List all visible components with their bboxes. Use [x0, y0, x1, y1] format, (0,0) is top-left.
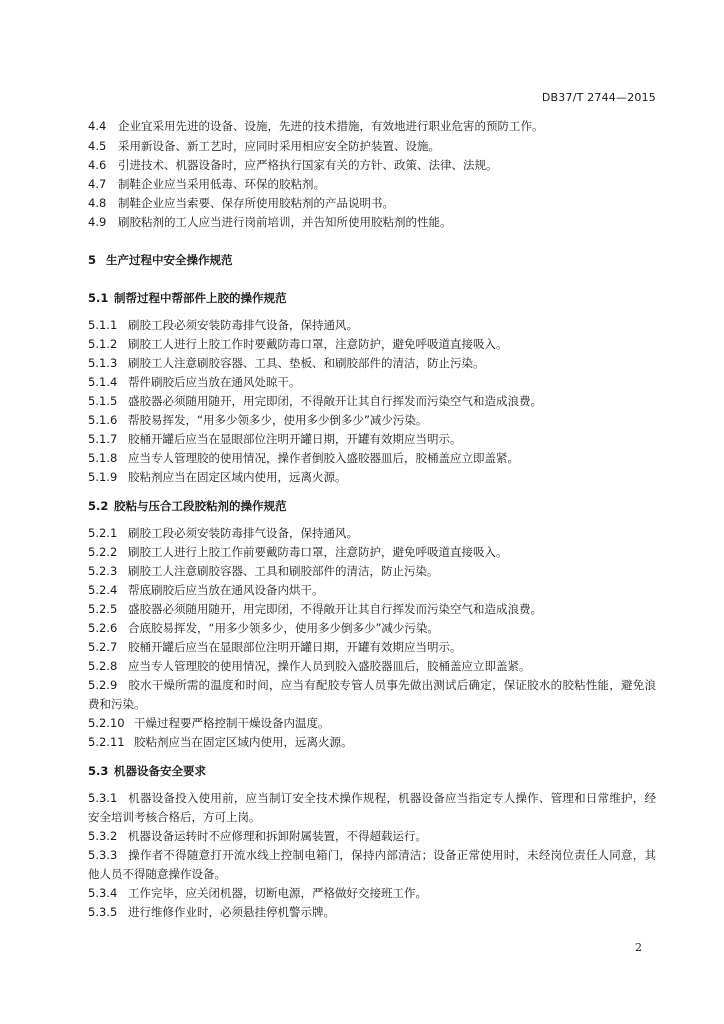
clause-number: 5.1.5	[88, 394, 118, 408]
clause-text: 应当专人管理胶的使用情况，操作者倒胶入盛胶器皿后，胶桶盖应立即盖紧。	[128, 451, 519, 465]
clause-number: 5.2.8	[88, 659, 118, 673]
clause-5-2-9	[88, 676, 656, 714]
clause-text: 制鞋企业应当采用低毒、环保的胶粘剂。	[118, 177, 325, 191]
clause-text: 胶粘剂应当在固定区域内使用，远离火源。	[134, 735, 353, 749]
clause-5-3-3	[88, 846, 656, 884]
clause-text: 盛胶器必须随用随开，用完即闭，不得敞开让其自行挥发而污染空气和造成浪费。	[128, 394, 542, 408]
clause-5-3-1	[88, 789, 656, 827]
clause-5-1-5	[88, 392, 656, 411]
section-number: 5.1	[88, 291, 109, 305]
clause-5-1-8	[88, 449, 656, 468]
clause-5-2-7	[88, 638, 656, 657]
clause-text: 胶水干燥所需的温度和时间，应当有配胶专管人员事先做出测试后确定，保证胶水的胶粘性能，避免浪费和污染。	[88, 678, 656, 711]
clause-text: 刷胶工段必须安装防毒排气设备，保持通风。	[128, 526, 358, 540]
clause-text: 帮底刷胶后应当放在通风设备内烘干。	[128, 583, 324, 597]
section-5-2-heading	[88, 497, 656, 516]
section-title: 胶粘与压合工段胶粘剂的操作规范	[114, 499, 287, 513]
clause-number: 5.2.3	[88, 564, 118, 578]
clause-number: 4.8	[88, 196, 107, 210]
section-5-1-heading	[88, 289, 656, 308]
clause-text: 工作完毕，应关闭机器，切断电源，严格做好交接班工作。	[128, 886, 427, 900]
clause-text: 机器设备运转时不应修理和拆卸附属装置，不得超载运行。	[128, 829, 427, 843]
clause-text: 刷胶工人进行上胶工作前要戴防毒口罩，注意防护，避免呼吸道直接吸入。	[128, 545, 508, 559]
clause-5-1-4	[88, 373, 656, 392]
clause-number: 4.7	[88, 177, 107, 191]
clause-text: 刷胶工人进行上胶工作时要戴防毒口罩，注意防护，避免呼吸道直接吸入。	[128, 337, 508, 351]
clause-text: 引进技术、机器设备时，应严格执行国家有关的方针、政策、法律、法规。	[118, 158, 498, 172]
clause-text: 刷胶工段必须安装防毒排气设备，保持通风。	[128, 318, 358, 332]
clause-number: 5.2.5	[88, 602, 118, 616]
clause-number: 5.2.6	[88, 621, 118, 635]
clause-5-1-2	[88, 335, 656, 354]
clause-5-3-5	[88, 903, 656, 922]
clause-4-9	[88, 213, 656, 232]
clause-number: 5.2.1	[88, 526, 118, 540]
section-number: 5.3	[88, 764, 109, 778]
clause-5-2-3	[88, 562, 656, 581]
clause-text: 盛胶器必须随用随开，用完即闭，不得敞开让其自行挥发而污染空气和造成浪费。	[128, 602, 542, 616]
section-title: 制帮过程中帮部件上胶的操作规范	[114, 291, 287, 305]
clause-text: 干燥过程要严格控制干燥设备内温度。	[134, 716, 330, 730]
clause-number: 5.2.9	[88, 678, 118, 692]
clause-5-2-6	[88, 619, 656, 638]
clause-number: 5.3.5	[88, 905, 118, 919]
document-code: DB37/T 2744—2015	[541, 91, 656, 104]
clause-number: 5.1.1	[88, 318, 118, 332]
clause-5-2-8	[88, 657, 656, 676]
clause-number: 4.9	[88, 215, 107, 229]
clause-number: 5.1.2	[88, 337, 118, 351]
clause-number: 5.1.4	[88, 375, 118, 389]
section-number: 5	[88, 253, 97, 267]
clause-4-6	[88, 156, 656, 175]
clause-5-2-10	[88, 714, 656, 733]
clause-number: 5.1.8	[88, 451, 118, 465]
clause-number: 5.1.6	[88, 413, 118, 427]
clause-4-4	[88, 117, 656, 136]
clause-4-8	[88, 194, 656, 213]
clause-number: 5.2.10	[88, 716, 125, 730]
clause-number: 5.3.3	[88, 848, 118, 862]
clause-5-3-4	[88, 884, 656, 903]
clause-text: 胶桶开罐后应当在显眼部位注明开罐日期，开罐有效期应当明示。	[128, 432, 462, 446]
section-number: 5.2	[88, 499, 109, 513]
clause-number: 5.3.4	[88, 886, 118, 900]
clause-number: 5.3.2	[88, 829, 118, 843]
clause-5-1-3	[88, 354, 656, 373]
clause-number: 5.2.11	[88, 735, 125, 749]
clause-number: 5.2.4	[88, 583, 118, 597]
clause-text: 帮件刷胶后应当放在通风处晾干。	[128, 375, 301, 389]
page-number: 2	[635, 941, 642, 954]
clause-number: 5.2.7	[88, 640, 118, 654]
clause-5-1-6	[88, 411, 656, 430]
clause-4-7	[88, 175, 656, 194]
clause-text: 刷胶工人注意刷胶容器、工具、垫板、和刷胶部件的清洁，防止污染。	[128, 356, 485, 370]
section-title: 机器设备安全要求	[114, 764, 206, 778]
clause-number: 5.1.3	[88, 356, 118, 370]
clause-text: 帮胶易挥发，“用多少领多少，使用多少倒多少”减少污染。	[128, 413, 428, 427]
clause-text: 制鞋企业应当索要、保存所使用胶粘剂的产品说明书。	[118, 196, 394, 210]
clause-number: 4.5	[88, 139, 107, 153]
clause-text: 操作者不得随意打开流水线上控制电箱门，保持内部清洁；设备正常使用时，未经岗位责任人同意，其他人员不得随意操作设备。	[88, 848, 656, 881]
clause-text: 刷胶工人注意刷胶容器、工具和刷胶部件的清洁，防止污染。	[128, 564, 439, 578]
clause-4-5	[88, 137, 656, 156]
clause-text: 胶桶开罐后应当在显眼部位注明开罐日期，开罐有效期应当明示。	[128, 640, 462, 654]
clause-5-2-2	[88, 543, 656, 562]
clause-number: 5.3.1	[88, 791, 118, 805]
clause-text: 应当专人管理胶的使用情况，操作人员到胶入盛胶器皿后，胶桶盖应立即盖紧。	[128, 659, 531, 673]
section-5-3-heading	[88, 762, 656, 781]
clause-number: 5.1.7	[88, 432, 118, 446]
clause-number: 4.4	[88, 119, 107, 133]
clause-5-2-11	[88, 733, 656, 752]
clause-5-3-2	[88, 827, 656, 846]
clause-5-2-1	[88, 524, 656, 543]
clause-text: 胶粘剂应当在固定区域内使用，远离火源。	[128, 470, 347, 484]
clause-5-1-7	[88, 430, 656, 449]
clause-5-2-4	[88, 581, 656, 600]
clause-number: 4.6	[88, 158, 107, 172]
clause-number: 5.1.9	[88, 470, 118, 484]
section-title: 生产过程中安全操作规范	[106, 253, 233, 267]
clause-5-1-1	[88, 316, 656, 335]
clause-number: 5.2.2	[88, 545, 118, 559]
clause-text: 进行维修作业时，必须悬挂停机警示牌。	[128, 905, 335, 919]
clause-text: 机器设备投入使用前，应当制订安全技术操作规程，机器设备应当指定专人操作、管理和日常维护，经安全培训考核合格后，方可上岗。	[88, 791, 656, 824]
section-5-heading	[88, 251, 656, 270]
clause-text: 采用新设备、新工艺时，应同时采用相应安全防护装置、设施。	[118, 139, 440, 153]
clause-5-2-5	[88, 600, 656, 619]
clause-text: 刷胶粘剂的工人应当进行岗前培训，并告知所使用胶粘剂的性能。	[118, 215, 452, 229]
clause-text: 企业宜采用先进的设备、设施，先进的技术措施，有效地进行职业危害的预防工作。	[118, 119, 544, 133]
clause-text: 合底胶易挥发，“用多少领多少，使用多少倒多少”减少污染。	[128, 621, 439, 635]
clause-5-1-9	[88, 468, 656, 487]
